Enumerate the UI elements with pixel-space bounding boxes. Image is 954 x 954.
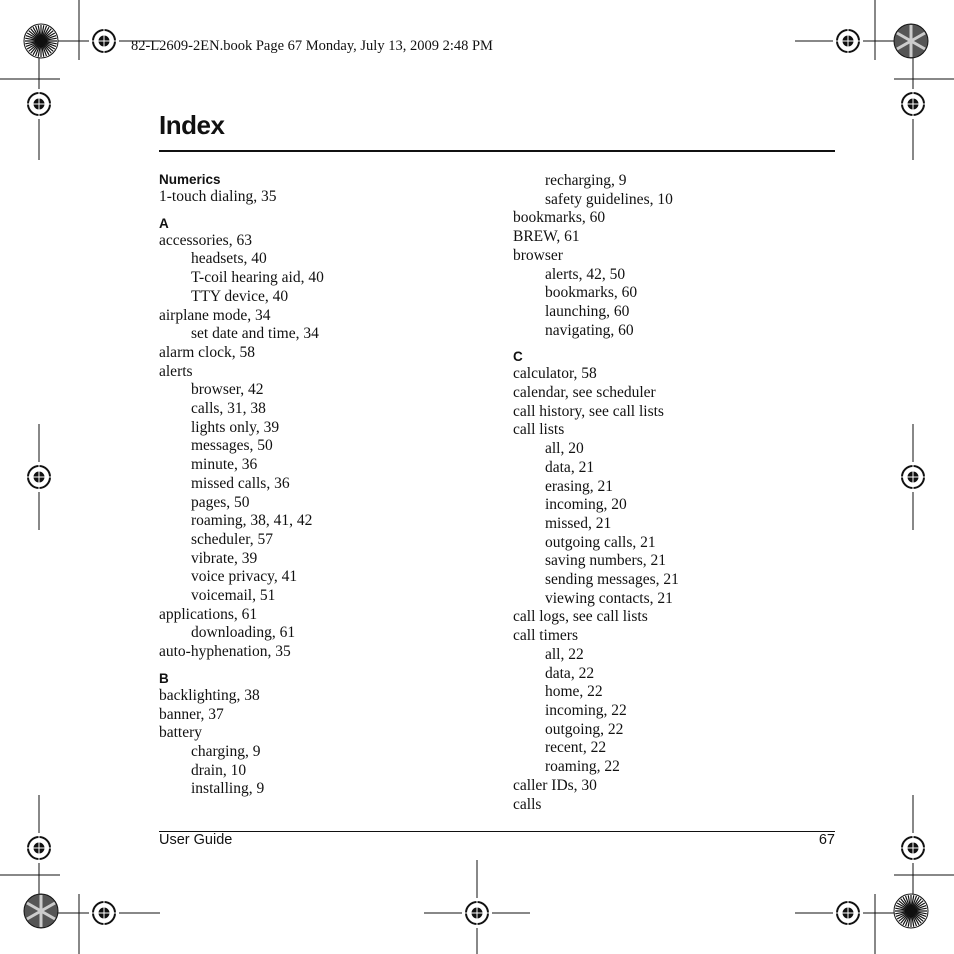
index-entry: airplane mode, 34 (159, 306, 271, 324)
index-subentry: navigating, 60 (545, 321, 634, 339)
registration-mark-icon (24, 89, 54, 119)
index-subentry: charging, 9 (191, 742, 261, 760)
index-subentry: alerts, 42, 50 (545, 265, 626, 283)
index-subentry: data, 22 (545, 664, 595, 682)
index-subentry: set date and time, 34 (191, 325, 319, 343)
index-subentry: missed, 21 (545, 514, 612, 532)
index-subentry: calls, 31, 38 (191, 400, 266, 418)
star-target-icon (24, 24, 58, 58)
index-entry: accessories, 63 (159, 231, 252, 249)
index-subentry: bookmarks, 60 (545, 284, 638, 302)
index-subentry: TTY device, 40 (191, 287, 289, 305)
index-subentry: roaming, 22 (545, 758, 620, 776)
registration-mark-icon (898, 462, 928, 492)
index-entry: battery (159, 724, 203, 742)
index-entry: call lists (513, 421, 565, 439)
index-entry: auto-hyphenation, 35 (159, 643, 291, 661)
index-subentry: incoming, 22 (545, 701, 627, 719)
star-target-icon (894, 24, 928, 58)
index-subentry: recharging, 9 (545, 172, 627, 189)
index-section-heading: C (513, 349, 523, 365)
index-subentry: viewing contacts, 21 (545, 589, 673, 607)
index-entry: calculator, 58 (513, 365, 597, 383)
index-section-heading: Numerics (159, 172, 221, 187)
index-section-heading: B (159, 670, 169, 686)
index-column-right (513, 172, 843, 814)
index-entry: applications, 61 (159, 605, 258, 623)
index-entry: BREW, 61 (513, 228, 580, 246)
index-entry: alarm clock, 58 (159, 343, 255, 361)
index-entry: alerts (159, 362, 193, 380)
index-entry: call timers (513, 627, 578, 645)
index-subentry: minute, 36 (191, 456, 258, 474)
registration-mark-icon (898, 833, 928, 863)
registration-mark-icon (24, 462, 54, 492)
registration-mark-icon (89, 898, 119, 928)
index-subentry: installing, 9 (191, 780, 265, 798)
index-subentry: roaming, 38, 41, 42 (191, 512, 313, 530)
index-entry: caller IDs, 30 (513, 776, 597, 794)
title-rule (159, 150, 835, 152)
page-title: Index (159, 110, 225, 140)
index-subentry: browser, 42 (191, 381, 264, 399)
page-number: 67 (818, 832, 835, 848)
index-entry: bookmarks, 60 (513, 209, 606, 227)
index-section-heading: A (159, 215, 169, 231)
registration-mark-icon (833, 898, 863, 928)
index-subentry: missed calls, 36 (191, 474, 290, 492)
index-subentry: saving numbers, 21 (545, 552, 666, 570)
star-target-icon (24, 894, 58, 928)
index-entry: banner, 37 (159, 705, 224, 723)
index-subentry: voice privacy, 41 (191, 568, 298, 586)
index-subentry: incoming, 20 (545, 496, 627, 514)
index-subentry: downloading, 61 (191, 624, 296, 642)
registration-mark-icon (898, 89, 928, 119)
index-entry: 1-touch dialing, 35 (159, 188, 277, 205)
index-subentry: scheduler, 57 (191, 530, 274, 548)
index-subentry: pages, 50 (191, 493, 250, 511)
index-subentry: recent, 22 (545, 739, 607, 757)
index-subentry: erasing, 21 (545, 477, 614, 495)
index-entry: call logs, see call lists (513, 608, 648, 626)
index-entry: calendar, see scheduler (513, 384, 656, 402)
registration-mark-icon (89, 26, 119, 56)
footer-title: User Guide (159, 832, 233, 848)
index-subentry: outgoing calls, 21 (545, 533, 656, 551)
footer-rule (159, 831, 835, 832)
index-entry: calls (513, 795, 542, 813)
index-subentry: all, 20 (545, 440, 584, 458)
index-entry: call history, see call lists (513, 402, 664, 420)
index-subentry: sending messages, 21 (545, 571, 679, 589)
index-subentry: lights only, 39 (191, 418, 280, 436)
index-subentry: drain, 10 (191, 761, 247, 779)
index-subentry: outgoing, 22 (545, 720, 624, 738)
index-column-left (159, 171, 489, 799)
index-subentry: headsets, 40 (191, 250, 267, 268)
index-entry: backlighting, 38 (159, 686, 260, 704)
registration-mark-icon (462, 898, 492, 928)
index-subentry: safety guidelines, 10 (545, 190, 673, 208)
registration-mark-icon (24, 833, 54, 863)
index-subentry: launching, 60 (545, 302, 630, 320)
star-target-icon (894, 894, 928, 928)
index-subentry: vibrate, 39 (191, 549, 258, 567)
index-subentry: voicemail, 51 (191, 587, 276, 605)
index-entry: browser (513, 246, 563, 264)
registration-mark-icon (833, 26, 863, 56)
index-subentry: data, 21 (545, 458, 595, 476)
print-slug: 82-L2609-2EN.book Page 67 Monday, July 13, 2009 2:48 PM (131, 38, 493, 54)
index-subentry: messages, 50 (191, 437, 273, 455)
index-subentry: all, 22 (545, 645, 584, 663)
index-subentry: home, 22 (545, 683, 603, 701)
index-subentry: T-coil hearing aid, 40 (191, 269, 324, 287)
